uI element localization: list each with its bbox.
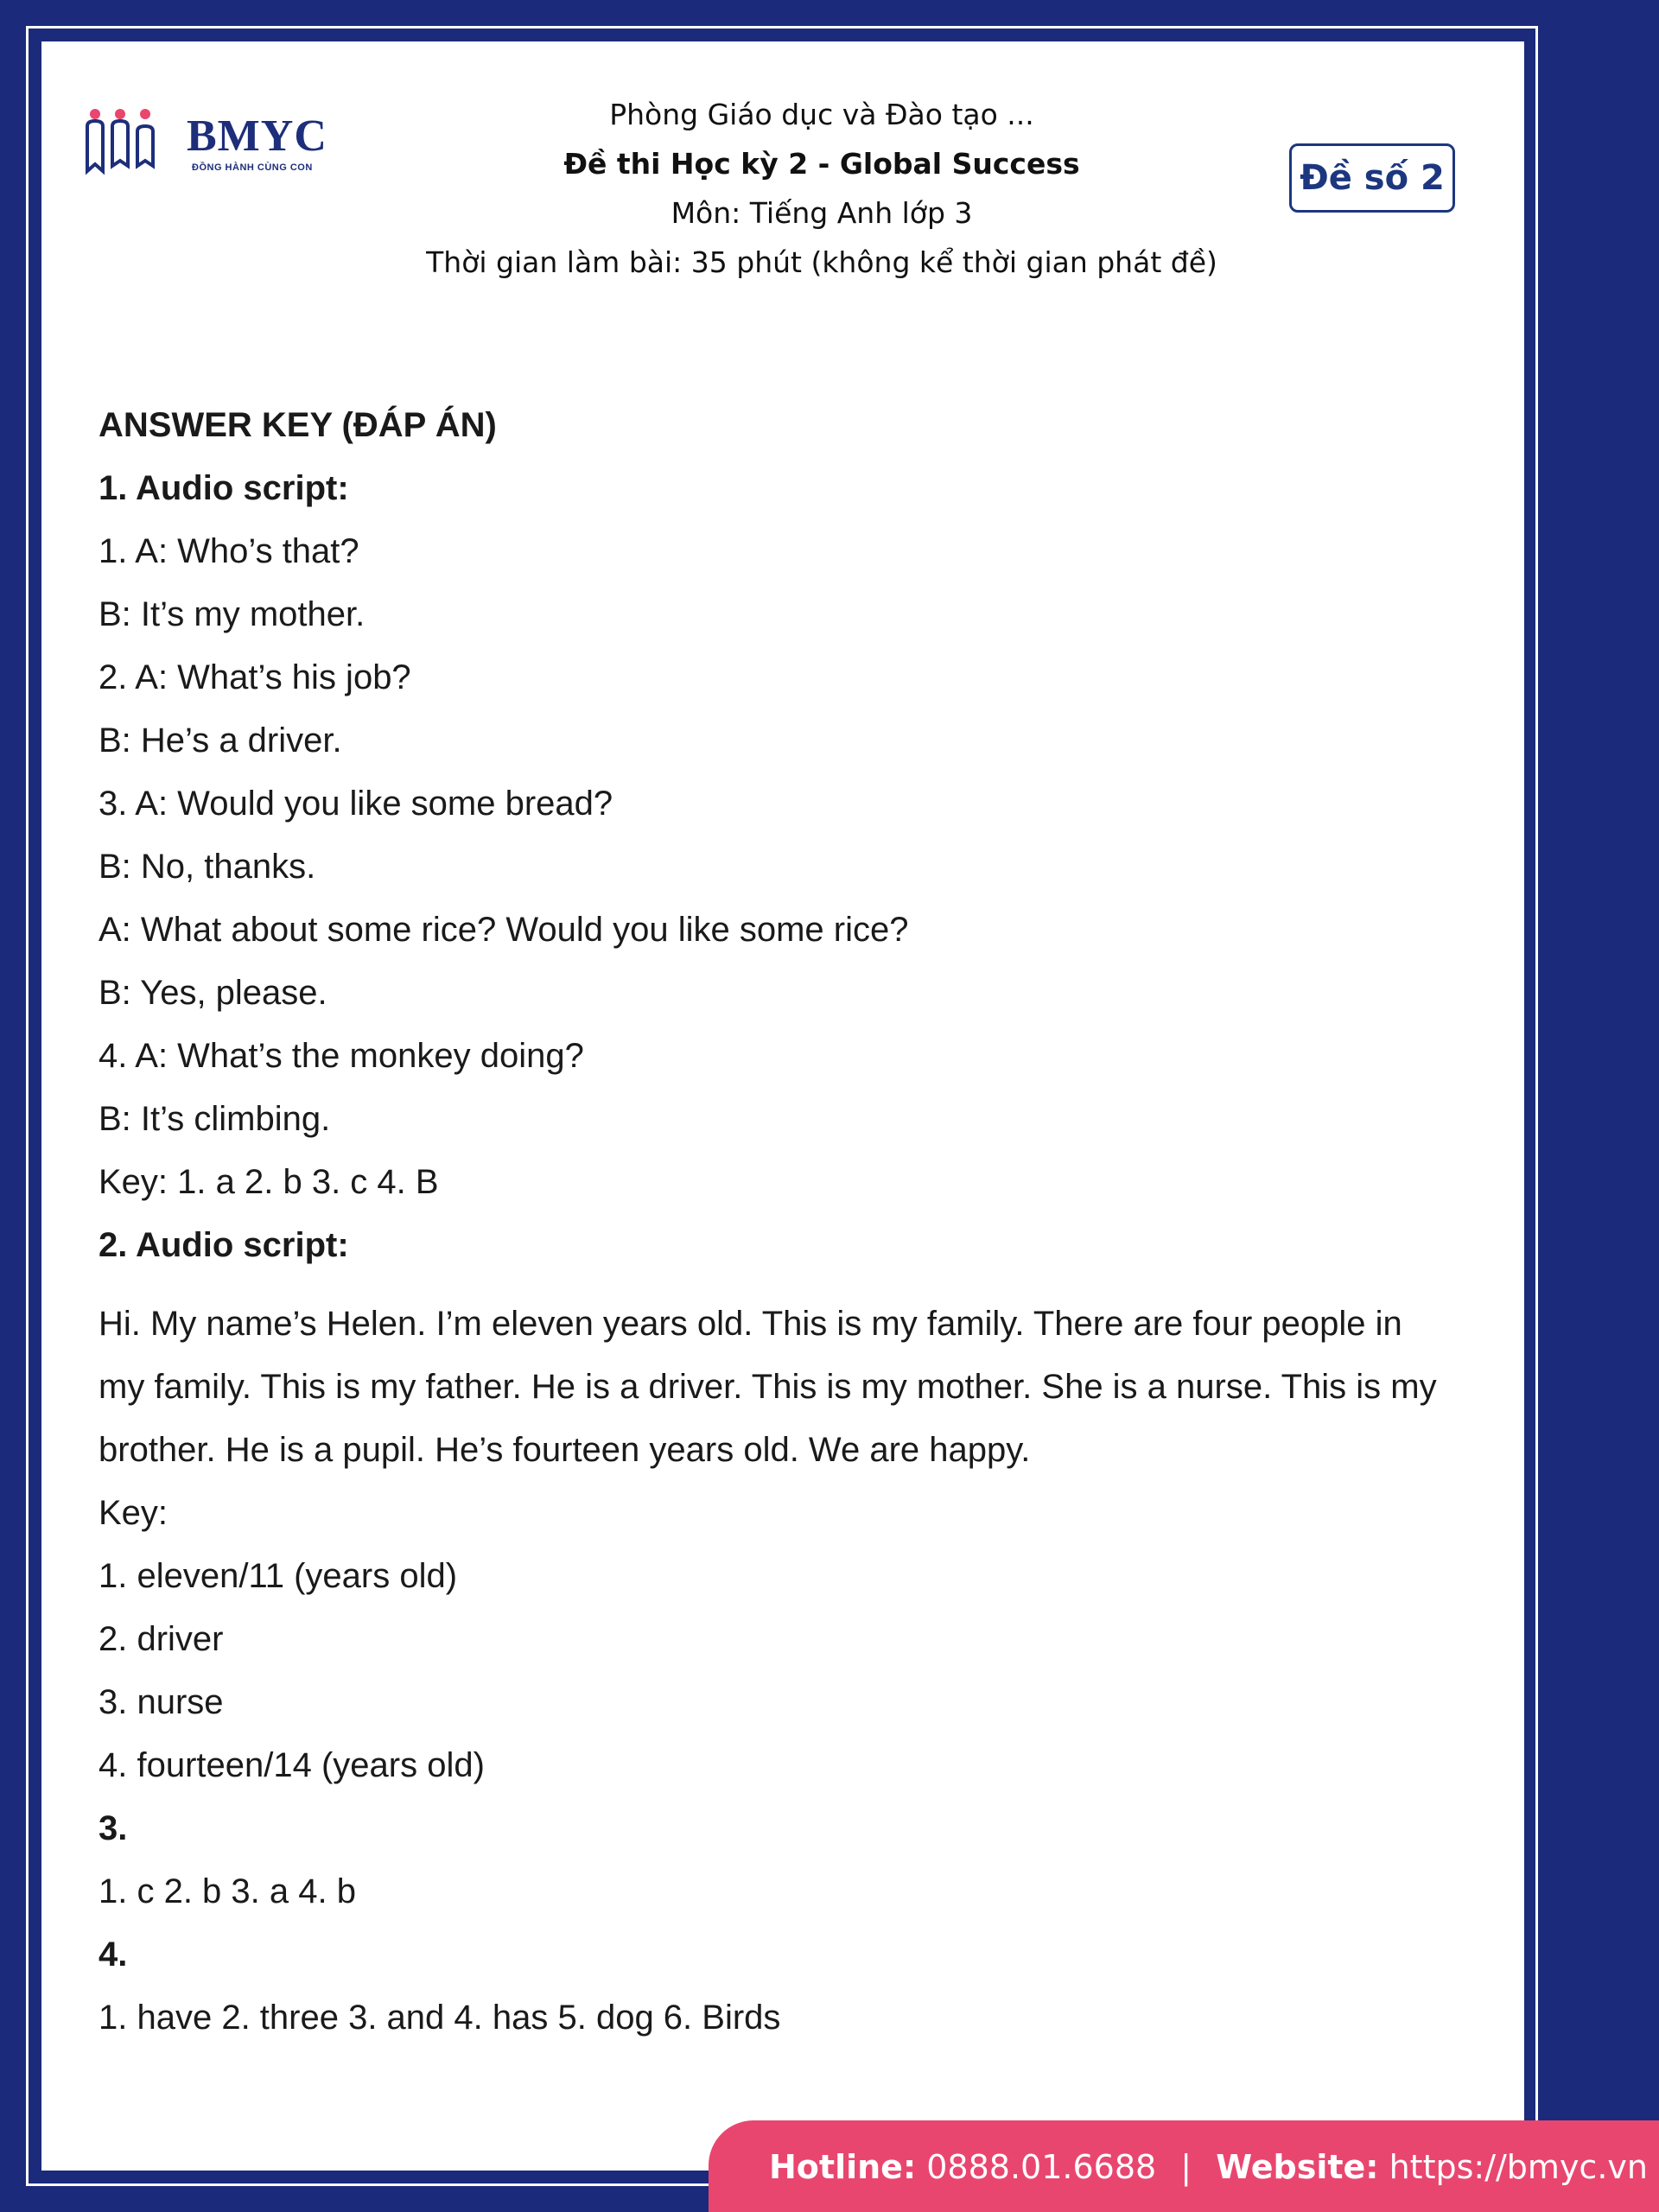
section2-key-item: 1. eleven/11 (years old): [99, 1557, 458, 1595]
duration-line: Thời gian làm bài: 35 phút (không kể thời gian phát đề): [426, 245, 1217, 279]
section1-line: 2. A: What’s his job?: [99, 658, 411, 696]
section4-answer: 1. have 2. three 3. and 4. has 5. dog 6. Birds: [99, 1999, 781, 2037]
section1-line: B: It’s climbing.: [99, 1100, 331, 1138]
logo-figures-icon: [76, 76, 188, 180]
website-link[interactable]: https://bmyc.vn: [1389, 2148, 1648, 2186]
section2-script-paragraph: Hi. My name’s Helen. I’m eleven years old. This is my family. There are four people in my family. This is my father. He is a driver. This is my mother. She is a nurse. This is my brother. He is a pupil. He’s fourteen years old. We are happy.: [99, 1305, 1437, 1469]
section1-line: B: No, thanks.: [99, 848, 316, 886]
section1-line: 4. A: What’s the monkey doing?: [99, 1037, 584, 1075]
section3-heading: 3.: [99, 1809, 128, 1847]
exam-number-badge: Đề số 2: [1289, 143, 1455, 213]
subject-line: Môn: Tiếng Anh lớp 3: [671, 196, 973, 230]
section1-heading: 1. Audio script:: [99, 469, 349, 507]
section2-key-label: Key:: [99, 1494, 168, 1532]
website-label: Website:: [1216, 2148, 1379, 2186]
section1-line: B: It’s my mother.: [99, 595, 365, 633]
exam-title: Đề thi Học kỳ 2 - Global Success: [563, 147, 1080, 181]
section1-line: A: What about some rice? Would you like some rice?: [99, 911, 909, 949]
exam-header: [301, 90, 1343, 287]
section2-heading: 2. Audio script:: [99, 1226, 349, 1264]
section1-line: 3. A: Would you like some bread?: [99, 785, 613, 823]
section1-key: Key: 1. a 2. b 3. c 4. B: [99, 1163, 439, 1201]
footer-contact-text: [769, 2141, 1648, 2193]
section4-heading: 4.: [99, 1936, 128, 1974]
department-line: Phòng Giáo dục và Đào tạo ...: [609, 98, 1034, 131]
logo-brand-text: BMYC: [187, 111, 327, 161]
answer-key-content: [99, 394, 1446, 2050]
section3-answer: 1. c 2. b 3. a 4. b: [99, 1872, 356, 1910]
section1-line: B: He’s a driver.: [99, 721, 342, 760]
section2-key-item: 2. driver: [99, 1620, 224, 1658]
section2-key-item: 4. fourteen/14 (years old): [99, 1746, 485, 1784]
section1-line: 1. A: Who’s that?: [99, 532, 359, 570]
logo-tagline: ĐỒNG HÀNH CÙNG CON: [192, 162, 313, 173]
worksheet-page: [41, 41, 1524, 2171]
hotline-label: Hotline:: [769, 2148, 917, 2186]
footer-separator: |: [1180, 2148, 1192, 2186]
section1-line: B: Yes, please.: [99, 974, 327, 1012]
hotline-number[interactable]: 0888.01.6688: [926, 2148, 1157, 2186]
section2-key-item: 3. nurse: [99, 1683, 224, 1721]
bmyc-logo: [76, 76, 327, 180]
answer-key-title: ANSWER KEY (ĐÁP ÁN): [99, 406, 497, 444]
